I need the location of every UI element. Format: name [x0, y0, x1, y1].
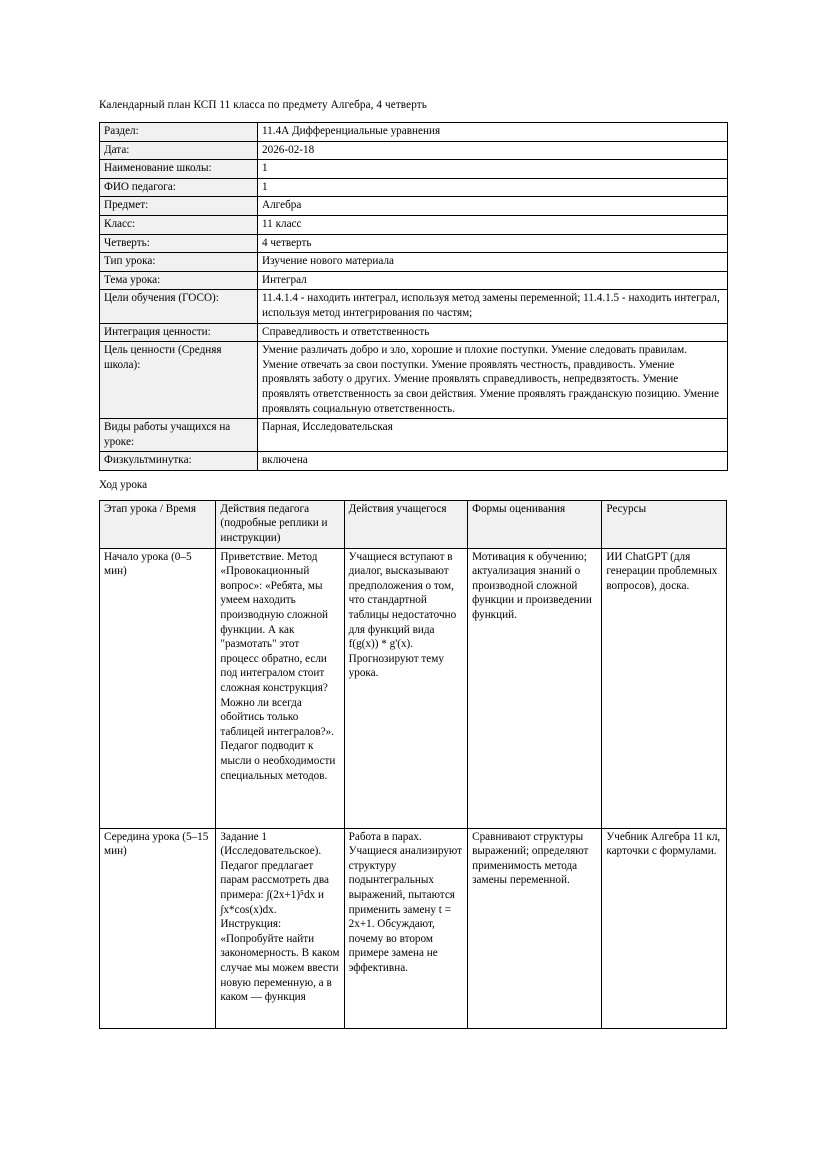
- flow-cell-assessment: Сравнивают структуры выражений; определяют применимость метода замены переменной.: [468, 828, 602, 1028]
- flow-cell-assessment: Мотивация к обучению; актуализация знаний о производной сложной функции и произведении функций.: [468, 548, 602, 828]
- info-value-class: 11 класс: [258, 215, 728, 234]
- info-label-goals: Цели обучения (ГОСО):: [100, 290, 258, 323]
- flow-header-teacher-actions: Действия педагога (подробные реплики и инструкции): [216, 500, 344, 548]
- table-row: [100, 342, 728, 419]
- info-value-teacher: 1: [258, 178, 728, 197]
- table-row: [100, 323, 728, 342]
- info-value-quarter: 4 четверть: [258, 234, 728, 253]
- flow-cell-resources: ИИ ChatGPT (для генерации проблемных вопросов), доска.: [602, 548, 727, 828]
- info-label-value-integration: Интеграция ценности:: [100, 323, 258, 342]
- table-row: [100, 419, 728, 452]
- flow-cell-teacher-actions: Задание 1 (Исследовательское). Педагог предлагает парам рассмотреть два примера: ∫(2x+1)⁵dx и ∫x*cos(x)dx. Инструкция: «Попробуйте найти закономерность. В каком случае мы можем ввести новую переменную, а в каком — функция: [216, 828, 344, 1028]
- info-value-school: 1: [258, 160, 728, 179]
- info-value-value-integration: Справедливость и ответственность: [258, 323, 728, 342]
- document-content: [99, 98, 727, 1029]
- info-value-topic: Интеграл: [258, 271, 728, 290]
- lesson-flow-table-head: [100, 500, 727, 548]
- info-label-razdel: Раздел:: [100, 123, 258, 142]
- flow-cell-resources: Учебник Алгебра 11 кл, карточки с формулами.: [602, 828, 727, 1028]
- table-row: [100, 271, 728, 290]
- table-row: [100, 141, 728, 160]
- info-label-school: Наименование школы:: [100, 160, 258, 179]
- info-label-subject: Предмет:: [100, 197, 258, 216]
- flow-header-student-actions: Действия учащегося: [344, 500, 468, 548]
- info-value-physical-break: включена: [258, 452, 728, 471]
- table-row: [100, 178, 728, 197]
- flow-cell-stage: Начало урока (0–5 мин): [100, 548, 216, 828]
- flow-cell-student-actions: Работа в парах. Учащиеся анализируют структуру подынтегральных выражений, пытаются применить замену t = 2x+1. Обсуждают, почему во втором примере замена не эффективна.: [344, 828, 468, 1028]
- table-row: [100, 548, 727, 828]
- info-label-physical-break: Физкультминутка:: [100, 452, 258, 471]
- table-row: [100, 828, 727, 1028]
- table-row: [100, 160, 728, 179]
- table-row: [100, 452, 728, 471]
- table-row: [100, 253, 728, 272]
- info-value-data: 2026-02-18: [258, 141, 728, 160]
- table-row: [100, 123, 728, 142]
- lesson-flow-table: [99, 500, 727, 1029]
- flow-cell-teacher-actions: Приветствие. Метод «Провокационный вопрос»: «Ребята, мы умеем находить производную сложной функции. А как "размотать" этот процесс обратно, если под интегралом стоит сложная конструкция? Можно ли всегда обойтись только таблицей интегралов?». Педагог подводит к мысли о необходимости специальных методов.: [216, 548, 344, 828]
- info-value-work-types: Парная, Исследовательская: [258, 419, 728, 452]
- flow-cell-stage: Середина урока (5–15 мин): [100, 828, 216, 1028]
- table-row: [100, 290, 728, 323]
- info-value-goals: 11.4.1.4 - находить интеграл, используя метод замены переменной; 11.4.1.5 - находить интеграл, используя метод интегрирования по частям;: [258, 290, 728, 323]
- lesson-flow-table-body: [100, 548, 727, 1028]
- table-header-row: [100, 500, 727, 548]
- info-label-quarter: Четверть:: [100, 234, 258, 253]
- info-value-value-goal: Умение различать добро и зло, хорошие и плохие поступки. Умение следовать правилам. Умение отвечать за свои поступки. Умение проявлять честность, правдивость. Умение проявлять заботу о других. Умение проявлять справедливость, непредвзятость. Умение проявлять ответственность за свои действия. Умение проявлять гражданскую позицию. Умение проявлять социальную ответственность.: [258, 342, 728, 419]
- info-label-lesson-type: Тип урока:: [100, 253, 258, 272]
- flow-cell-student-actions: Учащиеся вступают в диалог, высказывают предположения о том, что стандартной таблицы недостаточно для функций вида f(g(x)) * g'(x). Прогнозируют тему урока.: [344, 548, 468, 828]
- info-value-subject: Алгебра: [258, 197, 728, 216]
- info-label-work-types: Виды работы учащихся на уроке:: [100, 419, 258, 452]
- page-title: Календарный план КСП 11 класса по предмету Алгебра, 4 четверть: [99, 99, 427, 111]
- info-label-data: Дата:: [100, 141, 258, 160]
- info-label-class: Класс:: [100, 215, 258, 234]
- lesson-info-table-body: [100, 123, 728, 471]
- table-row: [100, 234, 728, 253]
- flow-header-assessment-forms: Формы оценивания: [468, 500, 602, 548]
- info-value-razdel: 11.4А Дифференциальные уравнения: [258, 123, 728, 142]
- lesson-info-table: [99, 122, 728, 471]
- section-caption-lesson-flow: Ход урока: [99, 478, 148, 491]
- info-label-value-goal: Цель ценности (Средняя школа):: [100, 342, 258, 419]
- table-row: [100, 215, 728, 234]
- info-label-teacher: ФИО педагога:: [100, 178, 258, 197]
- info-label-topic: Тема урока:: [100, 271, 258, 290]
- table-row: [100, 197, 728, 216]
- flow-header-resources: Ресурсы: [602, 500, 727, 548]
- info-value-lesson-type: Изучение нового материала: [258, 253, 728, 272]
- flow-header-stage: Этап урока / Время: [100, 500, 216, 548]
